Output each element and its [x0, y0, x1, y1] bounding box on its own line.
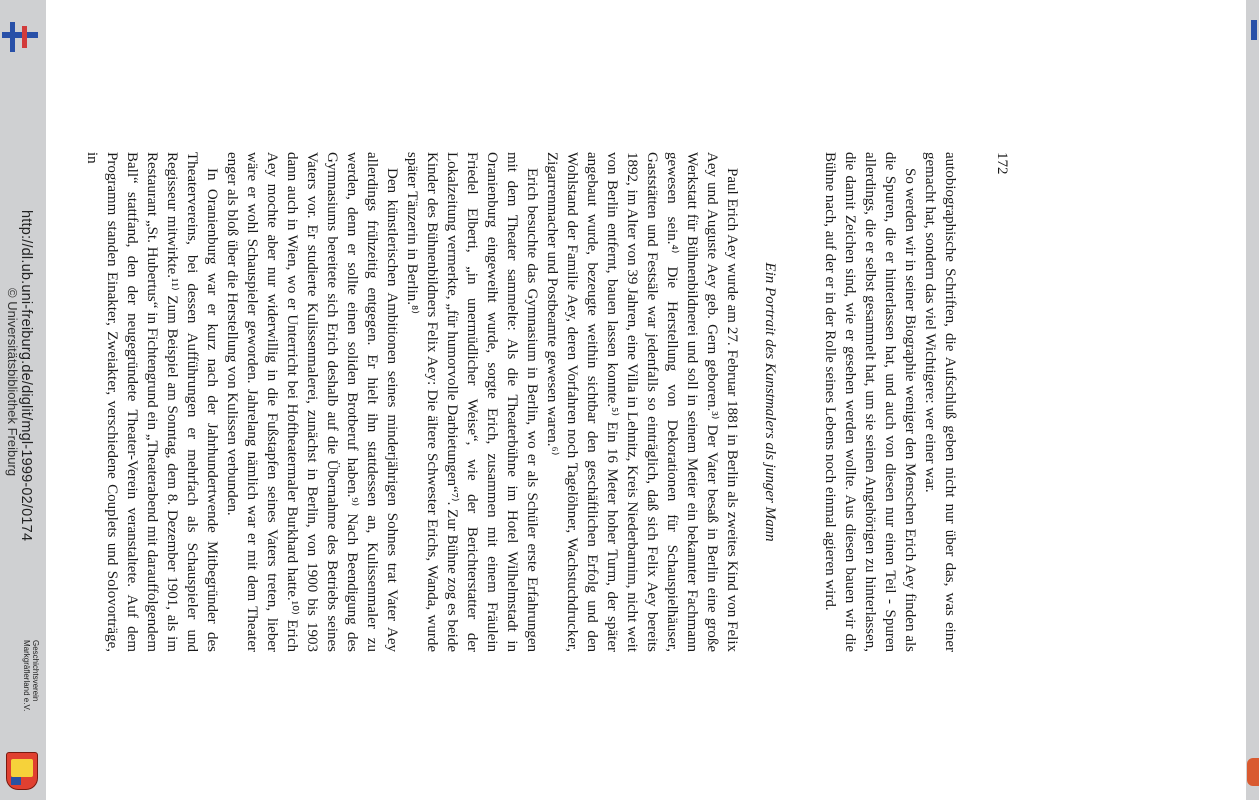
body-paragraph-1: Paul Erich Aey wurde am 27. Februar 1881 in Berlin als zweites Kind von Felix Aey und Auguste Aey geb. Gern geboren.³⁾ Der Vater besaß in Berlin eine große Werkstatt für Bühnenbildnerei und soll in seinem Metier ein bekannter Fachmann gewesen sein.⁴⁾ Die Herstellung von Dekorationen für Schauspielhäuser, Gaststätten und Festsäle war jedenfalls so einträglich, daß sich Felix Aey bereits 1892, im Alter von 39 Jahren, eine Villa in Lehnitz, Kreis Niederbarnim, nicht weit von Berlin entfernt, bauen lassen konnte.⁵⁾ Ein 16 Meter hoher Turm, der später angebaut wurde, bezeugte weithin sichtbar den geschäftlichen Erfolg und den Wohlstand der Familie Aey, deren Vorfahren noch Tagelöhner, Wachstuchdrucker, Zigarrenmacher und Postbeamte gewesen waren.⁶⁾: [544, 152, 740, 652]
organization-line-2: Markgräflerland e.V.: [22, 640, 31, 712]
intro-paragraph-1: autobiographische Schriften, die Aufschluß geben nicht nur über das, was einer gemacht hat, sondern das viel Wichtigere: wer einer war.: [922, 152, 958, 652]
coat-of-arms-icon: [6, 752, 38, 790]
right-seal-icon: [1247, 758, 1259, 786]
organization-line-1: Geschichtsverein: [31, 640, 40, 702]
right-logo-icon: [1251, 20, 1257, 40]
ub-freiburg-logo-icon: [2, 18, 40, 58]
body-paragraph-3: Den künstlerischen Ambitionen seines minderjährigen Sohnes trat Vater Aey allerdings frühzeitig entgegen. Er hielt ihn stattdessen an, Kulissenmaler zu werden, denn er sollte einen soliden Brotberuf haben.⁹⁾ Nach Beendigung des Gymnasiums bereitete sich Erich deshalb auf die Übernahme des Betriebs seines Vaters vor. Er studierte Kulissenmalerei, zunächst in Berlin, von 1900 bis 1903 dann auch in Wien, wo er Unterricht bei Hoftheatermaler Burkhard hatte.¹⁰⁾ Erich Aey mochte aber nur widerwillig in die Fußstapfen seines Vaters treten, lieber wäre er wohl Schauspieler geworden. Jahrelang nämlich war er mit dem Theater enger als bloß über die Herstellung von Kulissen verbunden.: [224, 152, 400, 652]
organization-label: [22, 640, 40, 711]
body-paragraph-4: In Oranienburg war er kurz nach der Jahrhundertwende Mitbegründer des Theatervereins, bei dessen Aufführungen er mehrfach als Schauspieler und Regisseur mitwirkte.¹¹⁾ Zum Beispiel am Sonntag, dem 8. Dezember 1901, als im Restaurant „St. Hubertus“ in Fichtengrund ein „Theaterabend mit darauffolgendem Ball“ stattfand, den der neugegründete Theater-Verein veranstaltete. Auf dem Programm standen Einakter, Zweiakter, verschiedene Couplets und Solovorträge, in: [84, 152, 220, 652]
section-title: Ein Portrait des Kunstmalers als junger Mann: [762, 262, 778, 542]
page-text: [82, 152, 960, 652]
body-paragraph-2: Erich besuchte das Gymnasium in Berlin, wo er als Schüler erste Erfahrungen mit dem Theater sammelte: Als die Theaterbühne im Hotel Wilhelmstadt in Oranienburg eingeweiht wurde, sorgte Erich, zusammen mit einem Fräulein Friedel Elberti, „in unermüdlicher Weise“, wie der Berichterstatter der Lokalzeitung vermerkte, „für humorvolle Darbietungen“⁷⁾. Zur Bühne zog es beide Kinder des Bühnenbildners Felix Aey: Die ältere Schwester Erichs, Wanda, wurde später Tänzerin in Berlin.⁸⁾: [404, 152, 540, 652]
intro-paragraph-2: So werden wir in seiner Biographie weniger den Menschen Erich Aey finden als die Spuren, die er hinterlassen hat, und auch von diesen nur einen Teil - Spuren allerdings, die er selbst gesammelt hat, um sie seinen Angehörigen zu hinterlassen, die damit Zeichen sind, wie er gesehen werden wollte. Aus diesen bauen wir die Bühne nach, auf der er in der Rolle seines Lebens noch einmal agieren wird.: [822, 152, 918, 652]
copyright-notice: © Universitätsbibliothek Freiburg: [5, 288, 20, 477]
right-margin: [1246, 0, 1259, 800]
source-url[interactable]: http://dl.ub.uni-freiburg.de/diglit/mgl-1999-02/0174: [18, 210, 34, 542]
page-number: 172: [994, 152, 1010, 175]
scanned-page: [84, 100, 1050, 700]
